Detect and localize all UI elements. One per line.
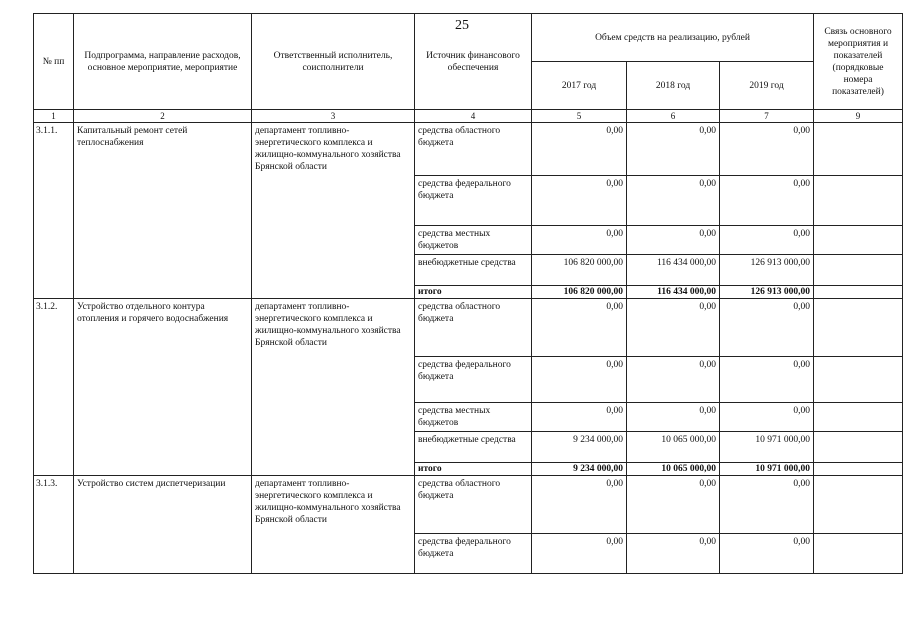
funding-source: внебюджетные средства xyxy=(415,432,532,463)
column-numbers-row xyxy=(34,110,903,123)
budget-table xyxy=(33,13,903,574)
indicator-link-cell xyxy=(814,226,903,255)
responsible-executor: департамент топливно-энергетического комплекса и жилищно-коммунального хозяйства Брянской области xyxy=(252,299,415,476)
amount-2017: 0,00 xyxy=(532,357,627,403)
amount-2017: 9 234 000,00 xyxy=(532,463,627,476)
amount-2018: 0,00 xyxy=(627,123,720,176)
amount-2018: 0,00 xyxy=(627,176,720,226)
header-volume: Объем средств на реализацию, рублей xyxy=(532,14,814,62)
column-number: 4 xyxy=(415,110,532,123)
indicator-link-cell xyxy=(814,534,903,574)
indicator-link-cell xyxy=(814,463,903,476)
funding-source: внебюджетные средства xyxy=(415,255,532,286)
header-year-2017: 2017 год xyxy=(532,62,627,110)
amount-2017: 0,00 xyxy=(532,299,627,357)
responsible-executor: департамент топливно-энергетического комплекса и жилищно-коммунального хозяйства Брянской области xyxy=(252,123,415,299)
amount-2018: 0,00 xyxy=(627,403,720,432)
indicator-link-cell xyxy=(814,476,903,534)
indicator-link-cell xyxy=(814,286,903,299)
amount-2019: 10 971 000,00 xyxy=(720,432,814,463)
column-number: 3 xyxy=(252,110,415,123)
amount-2018: 116 434 000,00 xyxy=(627,255,720,286)
indicator-link-cell xyxy=(814,403,903,432)
amount-2017: 0,00 xyxy=(532,123,627,176)
amount-2017: 0,00 xyxy=(532,176,627,226)
column-number: 7 xyxy=(720,110,814,123)
table-row xyxy=(34,123,903,176)
amount-2017: 106 820 000,00 xyxy=(532,255,627,286)
amount-2018: 0,00 xyxy=(627,357,720,403)
amount-2018: 10 065 000,00 xyxy=(627,432,720,463)
column-number: 2 xyxy=(74,110,252,123)
indicator-link-cell xyxy=(814,255,903,286)
funding-source: средства федерального бюджета xyxy=(415,357,532,403)
table-row xyxy=(34,299,903,357)
amount-2019: 0,00 xyxy=(720,534,814,574)
funding-source: средства федерального бюджета xyxy=(415,534,532,574)
amount-2018: 116 434 000,00 xyxy=(627,286,720,299)
header-responsible: Ответственный исполнитель, соисполнители xyxy=(252,14,415,110)
measure-name: Устройство систем диспетчеризации xyxy=(74,476,252,574)
header-no: № пп xyxy=(34,14,74,110)
funding-source: средства областного бюджета xyxy=(415,476,532,534)
amount-2019: 126 913 000,00 xyxy=(720,286,814,299)
measure-name: Устройство отдельного контура отопления и горячего водоснабжения xyxy=(74,299,252,476)
table-row xyxy=(34,476,903,534)
amount-2019: 126 913 000,00 xyxy=(720,255,814,286)
amount-2018: 0,00 xyxy=(627,226,720,255)
header-link: Связь основного мероприятия и показателей (порядковые номера показателей) xyxy=(814,14,903,110)
amount-2019: 0,00 xyxy=(720,403,814,432)
indicator-link-cell xyxy=(814,299,903,357)
amount-2019: 0,00 xyxy=(720,476,814,534)
measure-name: Капитальный ремонт сетей теплоснабжения xyxy=(74,123,252,299)
amount-2019: 0,00 xyxy=(720,357,814,403)
table-body xyxy=(34,14,903,574)
indicator-link-cell xyxy=(814,357,903,403)
measure-code: 3.1.1. xyxy=(34,123,74,299)
funding-source: средства областного бюджета xyxy=(415,123,532,176)
funding-source: итого xyxy=(415,463,532,476)
indicator-link-cell xyxy=(814,432,903,463)
amount-2017: 0,00 xyxy=(532,534,627,574)
amount-2019: 0,00 xyxy=(720,176,814,226)
amount-2019: 0,00 xyxy=(720,226,814,255)
amount-2019: 0,00 xyxy=(720,123,814,176)
column-number: 1 xyxy=(34,110,74,123)
funding-source: средства федерального бюджета xyxy=(415,176,532,226)
header-program: Подпрограмма, направление расходов, основное мероприятие, мероприятие xyxy=(74,14,252,110)
header-year-2018: 2018 год xyxy=(627,62,720,110)
column-number: 6 xyxy=(627,110,720,123)
amount-2018: 0,00 xyxy=(627,534,720,574)
indicator-link-cell xyxy=(814,123,903,176)
funding-source: средства областного бюджета xyxy=(415,299,532,357)
measure-code: 3.1.2. xyxy=(34,299,74,476)
header-row xyxy=(34,14,903,62)
column-number: 9 xyxy=(814,110,903,123)
funding-source: средства местных бюджетов xyxy=(415,403,532,432)
responsible-executor: департамент топливно-энергетического комплекса и жилищно-коммунального хозяйства Брянской области xyxy=(252,476,415,574)
funding-source: итого xyxy=(415,286,532,299)
amount-2017: 0,00 xyxy=(532,226,627,255)
header-year-2019: 2019 год xyxy=(720,62,814,110)
funding-source: средства местных бюджетов xyxy=(415,226,532,255)
amount-2017: 0,00 xyxy=(532,476,627,534)
amount-2018: 0,00 xyxy=(627,299,720,357)
amount-2018: 10 065 000,00 xyxy=(627,463,720,476)
header-source: Источник финансового обеспечения xyxy=(415,14,532,110)
measure-code: 3.1.3. xyxy=(34,476,74,574)
amount-2019: 10 971 000,00 xyxy=(720,463,814,476)
indicator-link-cell xyxy=(814,176,903,226)
amount-2017: 0,00 xyxy=(532,403,627,432)
amount-2019: 0,00 xyxy=(720,299,814,357)
page-number: 25 xyxy=(455,18,469,33)
amount-2018: 0,00 xyxy=(627,476,720,534)
amount-2017: 9 234 000,00 xyxy=(532,432,627,463)
column-number: 5 xyxy=(532,110,627,123)
amount-2017: 106 820 000,00 xyxy=(532,286,627,299)
